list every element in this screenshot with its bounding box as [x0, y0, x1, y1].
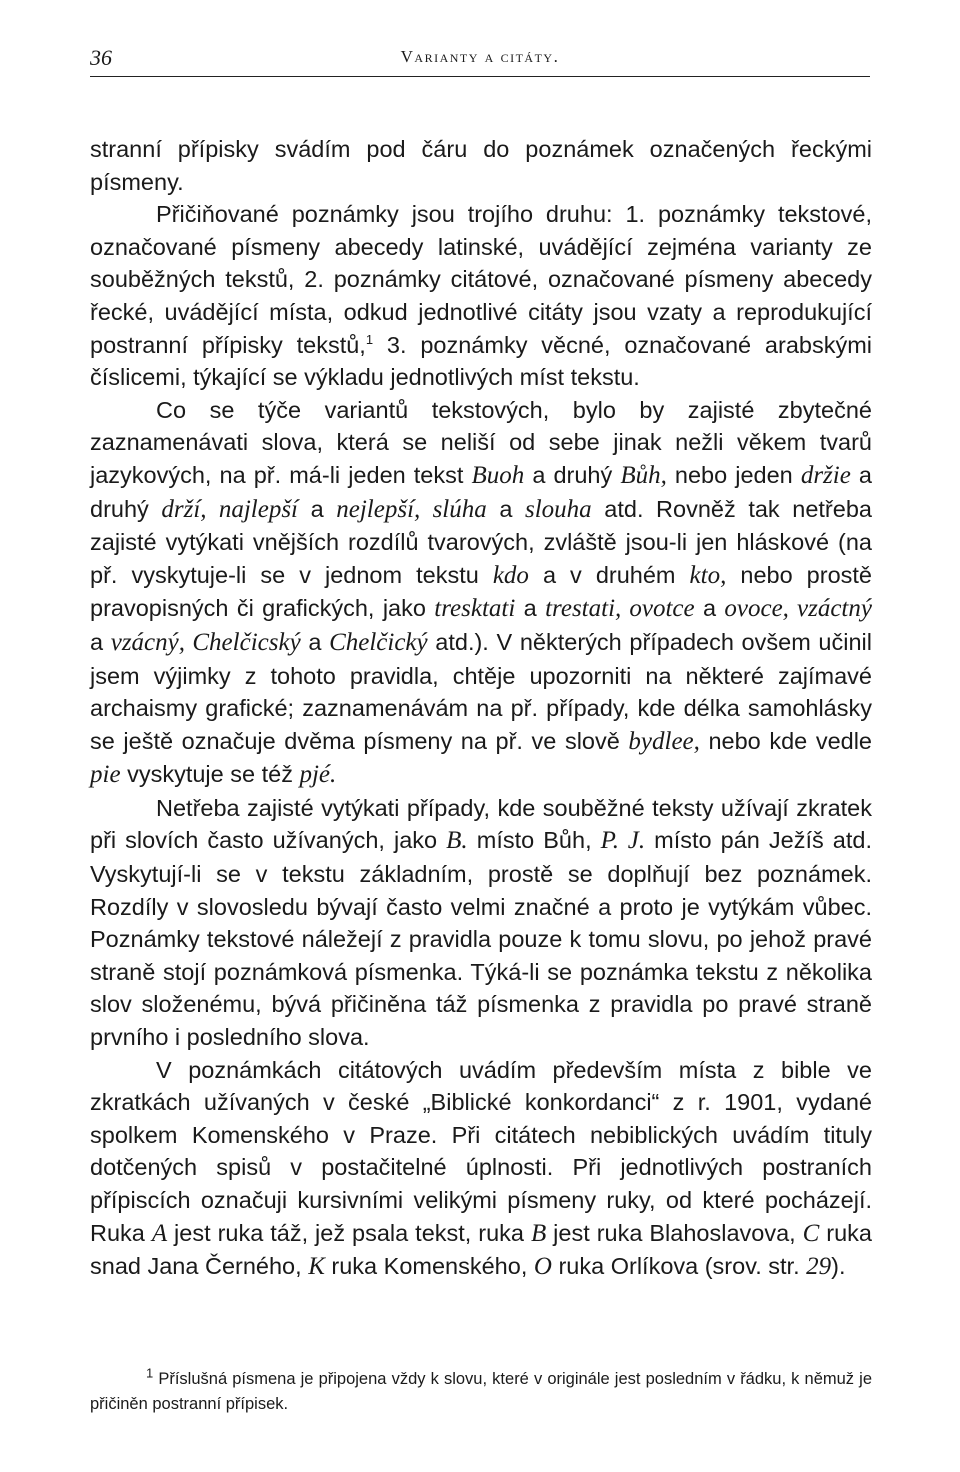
text-run: místo Bůh,	[467, 827, 601, 854]
paragraph-abbreviations	[90, 792, 872, 1054]
italic-text: Buoh	[471, 461, 525, 489]
running-head	[90, 45, 870, 75]
text-run: ruka Komenského,	[324, 1253, 534, 1280]
text-run: nebo jeden	[666, 461, 801, 488]
text-run: 3. poznámky věcné, označované arabskými číslicemi, týkající se výkladu jednotlivých míst tekstu.	[90, 331, 872, 391]
text-run: nebo prostě pravopisných či grafických, jako	[90, 561, 872, 622]
footnote-text	[90, 1367, 872, 1417]
italic-text: nejlepší, slúha	[336, 495, 487, 523]
italic-text: vzácný, Chelčicský	[110, 628, 301, 656]
text-run: stranní přípisky svádím pod čáru do poznámek označených řeckými písmeny.	[90, 136, 872, 195]
text-run: ruka Orlíkova (srov. str.	[551, 1253, 807, 1280]
italic-text: ovoce, vzáctný	[724, 595, 872, 623]
text-run: Netřeba zajisté vytýkati případy, kde souběžné teksty užívají zkratek při slovích často užívaných, jako	[90, 794, 872, 854]
text-run: a	[298, 495, 337, 522]
page-number: 36	[90, 45, 112, 70]
text-run: a	[90, 628, 111, 655]
italic-text: trestati, ovotce	[545, 595, 695, 623]
text-run: a druhý	[524, 461, 621, 488]
text-run: Příslušná písmena je připojena vždy k slovu, které v originále jest posledním v řádku, k němuž je přičiněn postranní přípisek.	[90, 1370, 872, 1413]
text-run: jest ruka Blahoslavova,	[546, 1219, 803, 1246]
italic-text: Chelčický	[329, 628, 428, 656]
italic-text: P. J.	[600, 827, 646, 855]
italic-text: tresktati	[434, 595, 516, 623]
paragraph-variants	[90, 394, 872, 792]
text-run: atd. Rovněž tak netřeba zajisté vytýkati vnějších rozdílů tvarových, zvláště jsou-li jen hláskové (na př. vyskytuje-li se v jednom tekstu	[90, 495, 872, 588]
paragraph-note-types	[90, 198, 872, 394]
text-run: atd.). V některých případech ovšem učinil jsem výjimky z tohoto pravidla, chtěje upozorniti na některé zajímavé archaismy grafické; zaznamenávám na př. případy, kde délka samohlásky se ještě označuje dvěma písmeny na př. ve slově	[90, 628, 872, 754]
italic-text: B	[530, 1219, 547, 1247]
paragraph-continuation	[90, 133, 872, 198]
text-run: V poznámkách citátových uvádím především místa z bible ve zkratkách užívaných v české „Biblické konkordanci“ z r. 1901, vydané spolkem Komenského v Praze. Při citátech nebiblických uvádím tituly dotčených spisů v postačitelné úplnosti. Při jednotlivých postraních přípiscích označuji kursivními velikými písmeny ruky, od které pocházejí. Ruka	[90, 1056, 872, 1246]
italic-text: A	[151, 1219, 168, 1247]
text-run: a	[300, 628, 330, 655]
paragraph-citations	[90, 1054, 872, 1284]
italic-text: O	[533, 1253, 552, 1281]
text-run: místo pán Ježíš atd. Vyskytují-li se v tekstu základním, prostě se doplňují bez poznámek. Rozdíly v slovosledu bývají často velmi značné a proto je vytýkám vůbec. Poznámky tekstové náležejí z pravidla pouze k tomu slovu, po jehož pravé straně stojí poznámková písmenka. Týká-li se poznámka tekstu z několika slov složenému, bývá přičiněna táž písmenka z pravidla po pravé straně prvního i posledního slova.	[90, 827, 873, 1051]
text-run: ruka snad Jana Černého,	[90, 1219, 872, 1280]
italic-text: drží, najlepší	[161, 495, 298, 523]
italic-text: bydlee,	[628, 727, 700, 755]
text-run: a	[694, 595, 725, 622]
italic-text: K	[308, 1253, 325, 1281]
footnote-marker: 1	[365, 331, 374, 347]
italic-text: kdo	[492, 561, 529, 589]
italic-text: pie	[90, 761, 121, 789]
text-run: a druhý	[90, 461, 872, 522]
footnote	[90, 1367, 872, 1417]
italic-text: pjé.	[299, 761, 337, 789]
main-text	[90, 133, 872, 1284]
text-run: vyskytuje se též	[120, 761, 300, 788]
italic-text: slouha	[525, 495, 592, 523]
text-run: a v druhém	[528, 561, 690, 588]
italic-text: kto,	[689, 561, 727, 589]
italic-text: B.	[446, 827, 468, 855]
text-run: jest ruka táž, jež psala tekst, ruka	[167, 1219, 531, 1246]
running-title: Varianty a citáty.	[400, 47, 560, 66]
text-run: ).	[831, 1253, 846, 1280]
text-run: a	[515, 595, 546, 622]
text-run: a	[486, 495, 525, 522]
italic-text: C	[802, 1219, 820, 1247]
italic-text: držie	[800, 461, 851, 489]
text-run: nebo kde vedle	[699, 727, 872, 754]
header-rule	[90, 76, 870, 77]
italic-text: Bůh,	[620, 461, 667, 489]
text-run: Co se týče variantů tekstových, bylo by zajisté zbytečné zaznamenávati slova, která se neliší od sebe jinak nežli věkem tvarů jazykových, na př. má-li jeden tekst	[90, 396, 872, 488]
footnote-marker: 1	[146, 1365, 154, 1381]
italic-text: 29	[806, 1253, 832, 1281]
text-run: Přičiňované poznámky jsou trojího druhu: 1. poznámky tekstové, označované písmeny abecedy latinské, uvádějící zejména varianty ze souběžných tekstů, 2. poznámky citátové, označované písmeny abecedy řecké, uvádějící místa, odkud jednotlivé citáty jsou vzaty a reprodukující postranní přípisky tekstů,	[90, 201, 872, 358]
